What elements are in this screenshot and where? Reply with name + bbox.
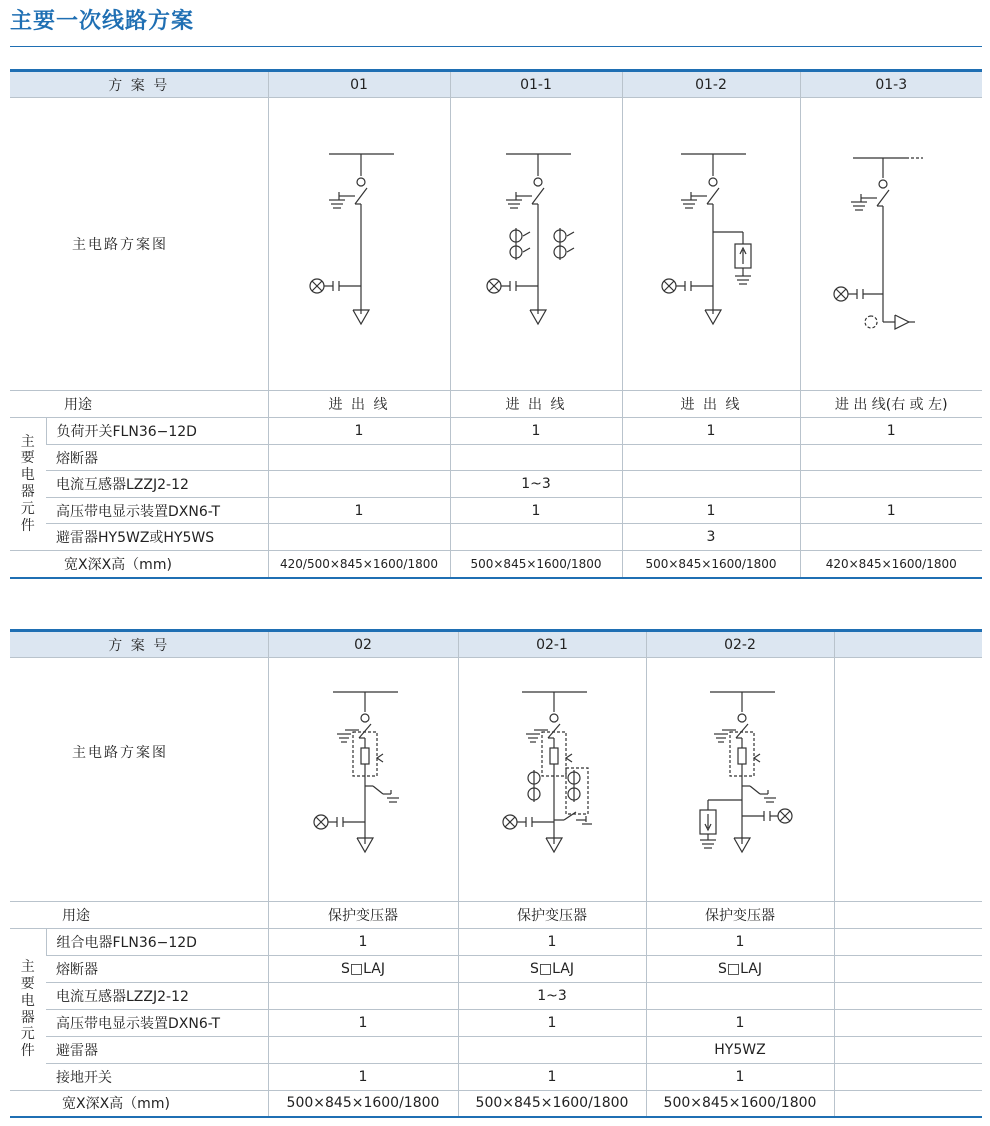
component-value: 1 bbox=[622, 418, 800, 445]
component-value bbox=[268, 445, 450, 471]
component-value bbox=[450, 445, 622, 471]
component-row bbox=[10, 1037, 982, 1064]
component-name: 电流互感器LZZJ2-12 bbox=[46, 983, 268, 1010]
component-value: S□LAJ bbox=[268, 956, 458, 983]
circuit-diagram-01 bbox=[268, 98, 450, 391]
component-value: 1 bbox=[646, 1064, 834, 1091]
circuit-diagram-01-3 bbox=[800, 98, 982, 391]
component-row bbox=[10, 524, 982, 551]
group-label-char: 主 bbox=[20, 433, 35, 450]
component-name: 组合电器FLN36−12D bbox=[46, 929, 268, 956]
component-row bbox=[10, 1064, 982, 1091]
component-value: 1~3 bbox=[458, 983, 646, 1010]
group-label-char: 元 bbox=[20, 500, 35, 517]
component-value: 1 bbox=[458, 1064, 646, 1091]
diagram-row-label: 主电路方案图 bbox=[10, 658, 268, 902]
component-name: 熔断器 bbox=[46, 956, 268, 983]
circuit-diagram-02-1 bbox=[458, 658, 646, 902]
group-label-char: 器 bbox=[20, 484, 35, 500]
empty-diagram-cell bbox=[834, 658, 982, 902]
usage-row bbox=[10, 391, 982, 418]
component-value: 1 bbox=[622, 498, 800, 524]
group-label-char: 要 bbox=[20, 450, 35, 467]
component-value bbox=[458, 1037, 646, 1064]
component-value: 1 bbox=[458, 929, 646, 956]
component-value bbox=[800, 524, 982, 551]
component-name: 避雷器 bbox=[46, 1037, 268, 1064]
scheme-number: 01-1 bbox=[450, 71, 622, 98]
component-value bbox=[834, 1064, 982, 1091]
component-row bbox=[10, 471, 982, 498]
group-label-char: 电 bbox=[20, 992, 35, 1009]
group-label-char: 件 bbox=[20, 1043, 35, 1060]
component-row bbox=[10, 1010, 982, 1037]
circuit-diagram-svg bbox=[651, 144, 771, 344]
title-divider bbox=[10, 46, 982, 47]
diagram-row bbox=[10, 658, 982, 902]
component-name: 电流互感器LZZJ2-12 bbox=[46, 471, 268, 498]
component-value bbox=[834, 983, 982, 1010]
diagram-row bbox=[10, 98, 982, 391]
usage-label: 用途 bbox=[10, 902, 268, 929]
component-name: 熔断器 bbox=[46, 445, 268, 471]
component-value: 1 bbox=[268, 1064, 458, 1091]
usage-cell: 进 出 线(右 或 左) bbox=[800, 391, 982, 418]
scheme-number: 02-1 bbox=[458, 631, 646, 658]
component-name: 高压带电显示装置DXN6-T bbox=[46, 498, 268, 524]
component-value bbox=[834, 1037, 982, 1064]
component-value bbox=[268, 471, 450, 498]
component-row bbox=[10, 445, 982, 471]
component-value: 1 bbox=[800, 498, 982, 524]
component-value bbox=[622, 445, 800, 471]
component-value: 1 bbox=[450, 498, 622, 524]
usage-cell: 进 出 线 bbox=[450, 391, 622, 418]
usage-cell: 进 出 线 bbox=[622, 391, 800, 418]
component-value bbox=[834, 956, 982, 983]
dimensions-value: 420/500×845×1600/1800 bbox=[268, 551, 450, 578]
dimensions-value: 420×845×1600/1800 bbox=[800, 551, 982, 578]
group-label-char: 要 bbox=[20, 975, 35, 992]
circuit-diagram-svg bbox=[831, 144, 951, 344]
dimensions-row bbox=[10, 1091, 982, 1117]
component-row bbox=[10, 983, 982, 1010]
group-label-char: 件 bbox=[20, 517, 35, 534]
component-value: 1 bbox=[646, 1010, 834, 1037]
component-name: 高压带电显示装置DXN6-T bbox=[46, 1010, 268, 1037]
component-value: 1 bbox=[268, 1010, 458, 1037]
component-name: 负荷开关FLN36−12D bbox=[46, 418, 268, 445]
usage-cell: 保护变压器 bbox=[458, 902, 646, 929]
scheme-number: 02 bbox=[268, 631, 458, 658]
group-label-char: 主 bbox=[20, 959, 35, 976]
component-value bbox=[268, 983, 458, 1010]
usage-cell bbox=[834, 902, 982, 929]
component-value bbox=[834, 929, 982, 956]
scheme-number: 01-2 bbox=[622, 71, 800, 98]
usage-label: 用途 bbox=[10, 391, 268, 418]
component-value: 1~3 bbox=[450, 471, 622, 498]
component-value: S□LAJ bbox=[458, 956, 646, 983]
component-name: 避雷器HY5WZ或HY5WS bbox=[46, 524, 268, 551]
component-row bbox=[10, 929, 982, 956]
page-title: 主要一次线路方案 bbox=[10, 9, 195, 34]
dimensions-value: 500×845×1600/1800 bbox=[458, 1091, 646, 1117]
component-row bbox=[10, 418, 982, 445]
component-value bbox=[268, 1037, 458, 1064]
circuit-diagram-01-2 bbox=[622, 98, 800, 391]
dimensions-label: 宽X深X高（mm) bbox=[10, 551, 268, 578]
dimensions-value: 500×845×1600/1800 bbox=[646, 1091, 834, 1117]
dimensions-value bbox=[834, 1091, 982, 1117]
usage-cell: 保护变压器 bbox=[646, 902, 834, 929]
circuit-diagram-svg bbox=[680, 682, 800, 862]
component-value: 1 bbox=[458, 1010, 646, 1037]
component-row bbox=[10, 956, 982, 983]
component-value: S□LAJ bbox=[646, 956, 834, 983]
dimensions-value: 500×845×1600/1800 bbox=[450, 551, 622, 578]
component-value bbox=[800, 471, 982, 498]
scheme-table-1 bbox=[10, 69, 982, 579]
dimensions-value: 500×845×1600/1800 bbox=[622, 551, 800, 578]
diagram-row-label: 主电路方案图 bbox=[10, 98, 268, 391]
scheme-number: 01 bbox=[268, 71, 450, 98]
component-value bbox=[834, 1010, 982, 1037]
circuit-diagram-01-1 bbox=[450, 98, 622, 391]
header-row bbox=[10, 71, 982, 98]
group-label-char: 元 bbox=[20, 1026, 35, 1043]
component-value bbox=[450, 524, 622, 551]
component-name: 接地开关 bbox=[46, 1064, 268, 1091]
component-value: HY5WZ bbox=[646, 1037, 834, 1064]
circuit-diagram-svg bbox=[303, 682, 423, 862]
component-value: 1 bbox=[268, 498, 450, 524]
scheme-number-label: 方 案 号 bbox=[10, 631, 268, 658]
component-row bbox=[10, 498, 982, 524]
component-value: 1 bbox=[268, 418, 450, 445]
dimensions-value: 500×845×1600/1800 bbox=[268, 1091, 458, 1117]
component-value bbox=[800, 445, 982, 471]
scheme-number: 01-3 bbox=[800, 71, 982, 98]
component-value bbox=[268, 524, 450, 551]
circuit-diagram-svg bbox=[476, 144, 596, 344]
component-value: 1 bbox=[450, 418, 622, 445]
usage-cell: 保护变压器 bbox=[268, 902, 458, 929]
component-value bbox=[646, 983, 834, 1010]
scheme-number bbox=[834, 631, 982, 658]
component-value: 1 bbox=[646, 929, 834, 956]
component-value bbox=[622, 471, 800, 498]
usage-cell: 进 出 线 bbox=[268, 391, 450, 418]
circuit-diagram-02-2 bbox=[646, 658, 834, 902]
group-label-char: 器 bbox=[20, 1009, 35, 1026]
component-value: 1 bbox=[800, 418, 982, 445]
dimensions-label: 宽X深X高（mm) bbox=[10, 1091, 268, 1117]
circuit-diagram-svg bbox=[492, 682, 612, 862]
group-label-char: 电 bbox=[20, 467, 35, 484]
scheme-table-2 bbox=[10, 629, 982, 1118]
main-components-group-label bbox=[10, 929, 46, 1091]
scheme-number-label: 方 案 号 bbox=[10, 71, 268, 98]
header-row bbox=[10, 631, 982, 658]
main-components-group-label bbox=[10, 418, 46, 551]
circuit-diagram-02 bbox=[268, 658, 458, 902]
component-value: 3 bbox=[622, 524, 800, 551]
circuit-diagram-svg bbox=[299, 144, 419, 344]
dimensions-row bbox=[10, 551, 982, 578]
scheme-number: 02-2 bbox=[646, 631, 834, 658]
component-value: 1 bbox=[268, 929, 458, 956]
usage-row bbox=[10, 902, 982, 929]
